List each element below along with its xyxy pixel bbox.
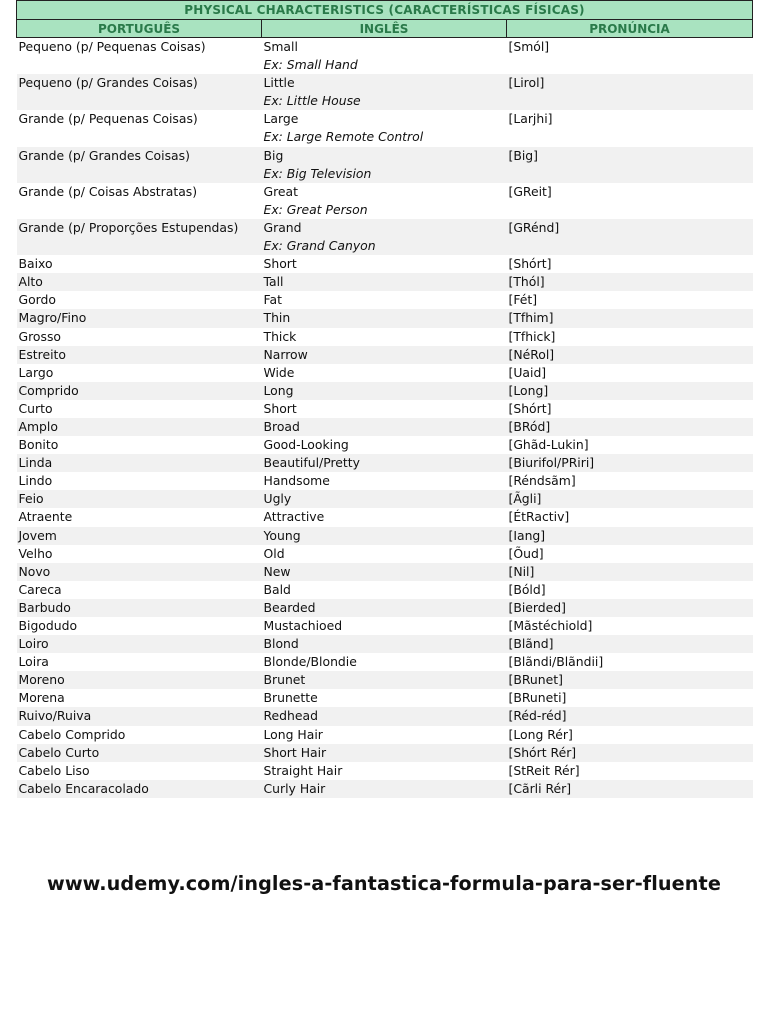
table-row (17, 599, 753, 617)
pronunciation: [Long] (507, 382, 753, 400)
english-cell (262, 418, 507, 436)
pronunciation: [Larjhi] (507, 110, 753, 146)
english-term: Straight Hair (263, 762, 343, 778)
portuguese-term: Atraente (17, 508, 262, 526)
english-term: Thick (263, 328, 297, 344)
english-term: Wide (263, 364, 295, 380)
english-cell (262, 38, 507, 75)
pronunciation: [Lirol] (507, 74, 753, 110)
portuguese-term: Amplo (17, 418, 262, 436)
table-row (17, 653, 753, 671)
pronunciation: [BRód] (507, 418, 753, 436)
english-cell (262, 707, 507, 725)
english-term: Small (263, 39, 298, 54)
table-title: PHYSICAL CHARACTERISTICS (CARACTERÍSTICAS FÍSICAS) (17, 1, 753, 20)
table-row (17, 418, 753, 436)
portuguese-term: Pequeno (p/ Grandes Coisas) (17, 74, 262, 110)
pronunciation: [Bierded] (507, 599, 753, 617)
english-term: Short (263, 400, 297, 416)
pronunciation: [ÉtRactiv] (507, 508, 753, 526)
table-row (17, 780, 753, 798)
table-row (17, 382, 753, 400)
english-term: Tall (263, 274, 284, 290)
english-cell (262, 346, 507, 364)
english-cell (262, 74, 507, 110)
english-cell (262, 436, 507, 454)
table-row (17, 38, 753, 75)
portuguese-term: Magro/Fino (17, 309, 262, 327)
portuguese-term: Bigodudo (17, 617, 262, 635)
table-row (17, 110, 753, 146)
english-cell (262, 400, 507, 418)
portuguese-term: Grande (p/ Coisas Abstratas) (17, 183, 262, 219)
pronunciation: [Blãndi/Blãndii] (507, 653, 753, 671)
pronunciation: [StReit Rér] (507, 762, 753, 780)
english-term: Ugly (263, 491, 292, 507)
column-header-pronunciation: PRONÚNCIA (507, 20, 753, 38)
english-cell (262, 183, 507, 219)
english-term: Blond (263, 636, 299, 652)
english-cell (262, 563, 507, 581)
english-cell (262, 689, 507, 707)
pronunciation: [Nil] (507, 563, 753, 581)
pronunciation: [GReit] (507, 183, 753, 219)
english-term: Blonde/Blondie (263, 654, 357, 670)
example-sentence: Ex: Great Person (263, 201, 368, 217)
portuguese-term: Baixo (17, 255, 262, 273)
portuguese-term: Lindo (17, 472, 262, 490)
portuguese-term: Morena (17, 689, 262, 707)
english-term: Young (263, 527, 301, 543)
table-row (17, 581, 753, 599)
portuguese-term: Feio (17, 490, 262, 508)
english-cell (262, 273, 507, 291)
portuguese-term: Barbudo (17, 599, 262, 617)
example-sentence: Ex: Little House (263, 93, 361, 109)
table-row (17, 346, 753, 364)
portuguese-term: Cabelo Curto (17, 744, 262, 762)
english-term: Grand (263, 219, 302, 235)
portuguese-term: Grosso (17, 328, 262, 346)
english-cell (262, 599, 507, 617)
table-row (17, 400, 753, 418)
table-row (17, 472, 753, 490)
pronunciation: [Cãrli Rér] (507, 780, 753, 798)
portuguese-term: Careca (17, 581, 262, 599)
pronunciation: [Shórt] (507, 255, 753, 273)
pronunciation: [Fét] (507, 291, 753, 309)
english-term: Brunet (263, 672, 306, 688)
table-body (17, 38, 753, 798)
english-term: Redhead (263, 708, 318, 724)
table-row (17, 762, 753, 780)
pronunciation: [BRunet] (507, 671, 753, 689)
pronunciation: [Thól] (507, 273, 753, 291)
vocabulary-table (16, 0, 753, 798)
portuguese-term: Cabelo Liso (17, 762, 262, 780)
portuguese-term: Jovem (17, 527, 262, 545)
english-cell (262, 309, 507, 327)
pronunciation: [NéRol] (507, 346, 753, 364)
english-term: Good-Looking (263, 437, 349, 453)
example-sentence: Ex: Small Hand (263, 57, 358, 73)
pronunciation: [Long Rér] (507, 726, 753, 744)
english-cell (262, 291, 507, 309)
english-cell (262, 653, 507, 671)
english-term: Short (263, 256, 297, 272)
english-term: Beautiful/Pretty (263, 455, 360, 471)
pronunciation: [Ãgli] (507, 490, 753, 508)
english-cell (262, 726, 507, 744)
table-row (17, 147, 753, 183)
pronunciation: [Shórt] (507, 400, 753, 418)
example-sentence: Ex: Big Television (263, 165, 372, 181)
english-term: Narrow (263, 346, 308, 362)
table-row (17, 563, 753, 581)
portuguese-term: Bonito (17, 436, 262, 454)
table-row (17, 617, 753, 635)
english-term: Attractive (263, 509, 325, 525)
english-cell (262, 490, 507, 508)
english-cell (262, 219, 507, 255)
english-term: Long Hair (263, 726, 323, 742)
column-header-english: INGLÊS (262, 20, 507, 38)
portuguese-term: Velho (17, 545, 262, 563)
column-header-portuguese: PORTUGUÊS (17, 20, 262, 38)
portuguese-term: Comprido (17, 382, 262, 400)
pronunciation: [Õud] (507, 545, 753, 563)
portuguese-term: Curto (17, 400, 262, 418)
table-row (17, 291, 753, 309)
english-cell (262, 780, 507, 798)
vocabulary-sheet (16, 0, 752, 798)
portuguese-term: Alto (17, 273, 262, 291)
english-term: Thin (263, 310, 291, 326)
english-cell (262, 545, 507, 563)
pronunciation: [Réndsãm] (507, 472, 753, 490)
english-cell (262, 671, 507, 689)
table-row (17, 671, 753, 689)
pronunciation: [GRénd] (507, 219, 753, 255)
english-cell (262, 454, 507, 472)
table-row (17, 689, 753, 707)
portuguese-term: Ruivo/Ruiva (17, 707, 262, 725)
table-row (17, 219, 753, 255)
english-term: Handsome (263, 473, 330, 489)
table-row (17, 454, 753, 472)
table-row (17, 635, 753, 653)
pronunciation: [Mãstéchiold] (507, 617, 753, 635)
example-sentence: Ex: Grand Canyon (263, 238, 376, 254)
table-row (17, 490, 753, 508)
english-term: New (263, 563, 291, 579)
english-term: Short Hair (263, 744, 327, 760)
portuguese-term: Loiro (17, 635, 262, 653)
english-cell (262, 762, 507, 780)
english-cell (262, 508, 507, 526)
english-term: Big (263, 147, 284, 163)
english-cell (262, 527, 507, 545)
table-row (17, 527, 753, 545)
portuguese-term: Novo (17, 563, 262, 581)
english-cell (262, 364, 507, 382)
english-term: Large (263, 111, 299, 127)
table-row (17, 545, 753, 563)
english-term: Mustachioed (263, 618, 343, 633)
english-term: Bald (263, 581, 291, 597)
english-cell (262, 472, 507, 490)
portuguese-term: Gordo (17, 291, 262, 309)
portuguese-term: Grande (p/ Proporções Estupendas) (17, 219, 262, 255)
english-term: Little (263, 75, 295, 91)
english-term: Broad (263, 418, 300, 434)
portuguese-term: Linda (17, 454, 262, 472)
english-cell (262, 382, 507, 400)
portuguese-term: Grande (p/ Grandes Coisas) (17, 147, 262, 183)
table-row (17, 328, 753, 346)
portuguese-term: Largo (17, 364, 262, 382)
english-cell (262, 110, 507, 146)
english-term: Long (263, 382, 294, 398)
table-row (17, 364, 753, 382)
english-cell (262, 581, 507, 599)
english-term: Bearded (263, 599, 316, 615)
portuguese-term: Grande (p/ Pequenas Coisas) (17, 110, 262, 146)
english-term: Great (263, 183, 298, 199)
table-row (17, 508, 753, 526)
pronunciation: [BRuneti] (507, 689, 753, 707)
english-cell (262, 328, 507, 346)
english-cell (262, 147, 507, 183)
portuguese-term: Cabelo Encaracolado (17, 780, 262, 798)
pronunciation: [Tfhim] (507, 309, 753, 327)
portuguese-term: Loira (17, 653, 262, 671)
table-row (17, 707, 753, 725)
english-cell (262, 617, 507, 635)
english-term: Old (263, 545, 285, 561)
table-row (17, 183, 753, 219)
table-row (17, 436, 753, 454)
portuguese-term: Cabelo Comprido (17, 726, 262, 744)
pronunciation: [Ghãd-Lukin] (507, 436, 753, 454)
pronunciation: [Réd-réd] (507, 707, 753, 725)
pronunciation: [Big] (507, 147, 753, 183)
example-sentence: Ex: Large Remote Control (263, 129, 424, 145)
pronunciation: [Bóld] (507, 581, 753, 599)
footer-url: www.udemy.com/ingles-a-fantastica-formula-para-ser-fluente (47, 872, 721, 895)
table-row (17, 309, 753, 327)
english-term: Curly Hair (263, 780, 326, 796)
table-row (17, 74, 753, 110)
pronunciation: [Shórt Rér] (507, 744, 753, 762)
table-row (17, 726, 753, 744)
table-row (17, 273, 753, 291)
table-row (17, 744, 753, 762)
portuguese-term: Pequeno (p/ Pequenas Coisas) (17, 38, 262, 75)
english-cell (262, 744, 507, 762)
english-cell (262, 255, 507, 273)
english-term: Brunette (263, 690, 318, 706)
pronunciation: [Uaid] (507, 364, 753, 382)
pronunciation: [Biurifol/PRiri] (507, 454, 753, 472)
english-term: Fat (263, 292, 282, 308)
english-cell (262, 635, 507, 653)
table-row (17, 255, 753, 273)
portuguese-term: Estreito (17, 346, 262, 364)
pronunciation: [Iang] (507, 527, 753, 545)
pronunciation: [Tfhick] (507, 328, 753, 346)
pronunciation: [Smól] (507, 38, 753, 75)
portuguese-term: Moreno (17, 671, 262, 689)
pronunciation: [Blãnd] (507, 635, 753, 653)
